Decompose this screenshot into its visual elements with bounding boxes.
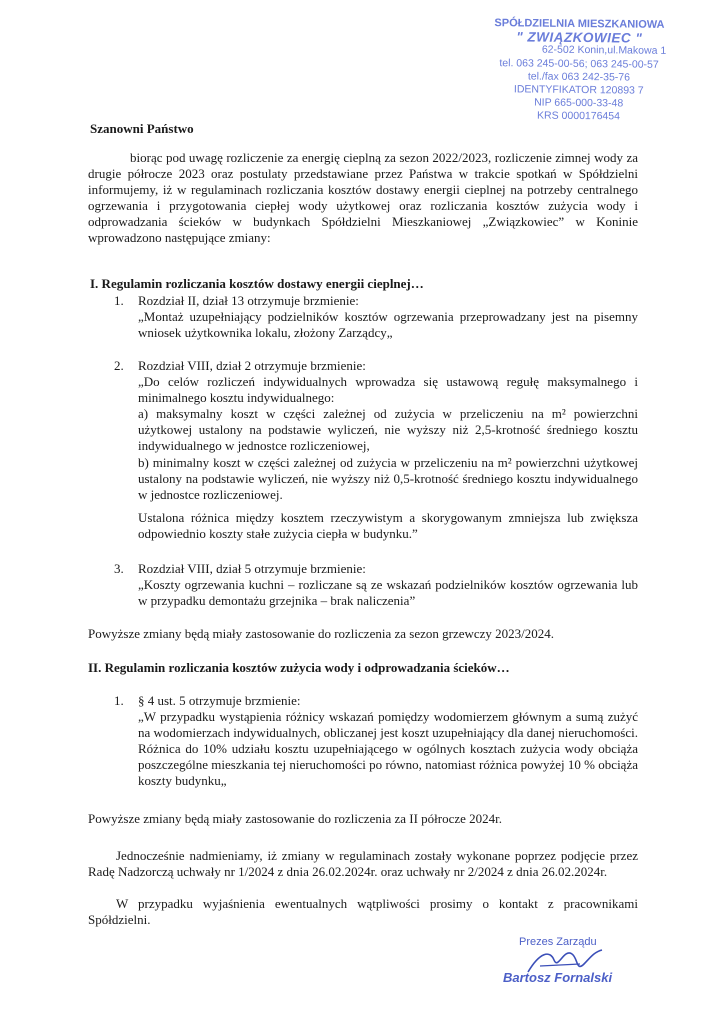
signature-block: [500, 936, 650, 996]
stamp-phone: tel. 063 245-00-56; 063 245-00-57: [499, 56, 659, 71]
stamp-nip: NIP 665-000-33-48: [534, 96, 624, 110]
signature-name: Bartosz Fornalski: [503, 970, 613, 985]
stamp-name: " ZWIĄZKOWIEC ": [516, 29, 643, 46]
section-2-title: II. Regulamin rozliczania kosztów zużycia wody i odprowadzania ścieków…: [88, 660, 510, 675]
stamp-line-1: SPÓŁDZIELNIA MIESZKANIOWA: [494, 17, 665, 31]
item-number: 1.: [114, 693, 124, 708]
item-text: „Do celów rozliczeń indywidualnych wprowadza się ustawową regułę maksymalnego i minimalnego kosztu indywidualnego:: [138, 374, 638, 405]
closing-paragraph-1: Jednocześnie nadmieniamy, iż zmiany w regulaminach zostały wykonane poprzez podjęcie przez Radę Nadzorczą uchwały nr 1/2024 z dnia 26.02.2024r. oraz uchwały nr 2/2024 z dnia 26.02.2024r.: [88, 848, 638, 879]
section-2-note: Powyższe zmiany będą miały zastosowanie do rozliczenia za II półrocze 2024r.: [88, 811, 503, 826]
stamp-address: 62-502 Konin,ul.Makowa 1: [541, 44, 667, 58]
item-2-point-b: b) minimalny koszt w części zależnej od zużycia w przeliczeniu na m² powierzchni użytkowej ustalony na podstawie wyliczeń, nie wyższy niż 0,5-krotność średniego kosztu indywidualnego w jednostce rozliczeniowej.: [138, 455, 638, 502]
section-1-title: I. Regulamin rozliczania kosztów dostawy energii cieplnej…: [90, 276, 424, 291]
salutation: Szanowni Państwo: [90, 121, 194, 136]
item-head: Rozdział II, dział 13 otrzymuje brzmienie:: [138, 293, 359, 308]
item-2-point-a: a) maksymalny koszt w części zależnej od zużycia w przeliczeniu na m² powierzchni użytkowej ustalony na podstawie wyliczeń, nie wyższy niż 2,5-krotność średniego kosztu indywidualnego w jednostce rozliczeniowej,: [138, 406, 638, 453]
item-head: § 4 ust. 5 otrzymuje brzmienie:: [138, 693, 301, 708]
section-1-note: Powyższe zmiany będą miały zastosowanie do rozliczenia za sezon grzewczy 2023/2024.: [88, 626, 555, 641]
stamp-fax: tel./fax 063 242-35-76: [527, 70, 631, 84]
signature-role: Prezes Zarządu: [519, 936, 597, 948]
intro-paragraph: biorąc pod uwagę rozliczenie za energię cieplną za sezon 2022/2023, rozliczenie zimnej wody za drugie półrocze 2023 oraz postulaty przedstawiane przez Państwa w trakcie spotkań w Spółdzielni informujemy, iż w regulaminach rozliczania kosztów dostawy energii cieplnej na potrzeby centralnego ogrzewania i przygotowania ciepłej wody użytkowej oraz rozliczania kosztów zużycia wody i odprowadzania ścieków w budynkach Spółdzielni Mieszkaniowej „Związkowiec” w Koninie wprowadzono następujące zmiany:: [88, 150, 638, 245]
item-text: „Montaż uzupełniający podzielników kosztów ogrzewania przeprowadzany jest na pisemny wniosek użytkownika lokalu, złożony Zarządcy„: [138, 309, 638, 340]
item-text: „W przypadku wystąpienia różnicy wskazań pomiędzy wodomierzem głównym a sumą zużyć na wodomierzach indywidualnych, obliczanej jest koszt uzupełniający dla danej nieruchomości. Różnica do 10% udziału kosztu uzupełniającego w ogólnych kosztach zużycia wody obciąża poszczególne mieszkania tej nieruchomości po równo, natomiast różnica powyżej 10 % obciąża koszty budynku„: [138, 709, 638, 788]
item-head: Rozdział VIII, dział 2 otrzymuje brzmienie:: [138, 358, 366, 373]
cooperative-stamp: [467, 17, 690, 125]
stamp-identifier: IDENTYFIKATOR 120893 7: [513, 83, 644, 97]
item-number: 1.: [114, 293, 124, 308]
item-text: „Koszty ogrzewania kuchni – rozliczane są ze wskazań podzielników kosztów ogrzewania lub w przypadku demontażu grzejnika – brak naliczenia”: [138, 577, 638, 608]
item-head: Rozdział VIII, dział 5 otrzymuje brzmienie:: [138, 561, 366, 576]
stamp-krs: KRS 0000176454: [537, 109, 621, 123]
item-number: 3.: [114, 561, 124, 576]
item-2-closing: Ustalona różnica między kosztem rzeczywistym a skorygowanym zmniejsza lub zwiększa odpowiednio koszty stałe zużycia ciepła w budynku.”: [138, 510, 638, 541]
item-number: 2.: [114, 358, 124, 373]
closing-paragraph-2: W przypadku wyjaśnienia ewentualnych wątpliwości prosimy o kontakt z pracownikami Spółdzielni.: [88, 896, 638, 927]
